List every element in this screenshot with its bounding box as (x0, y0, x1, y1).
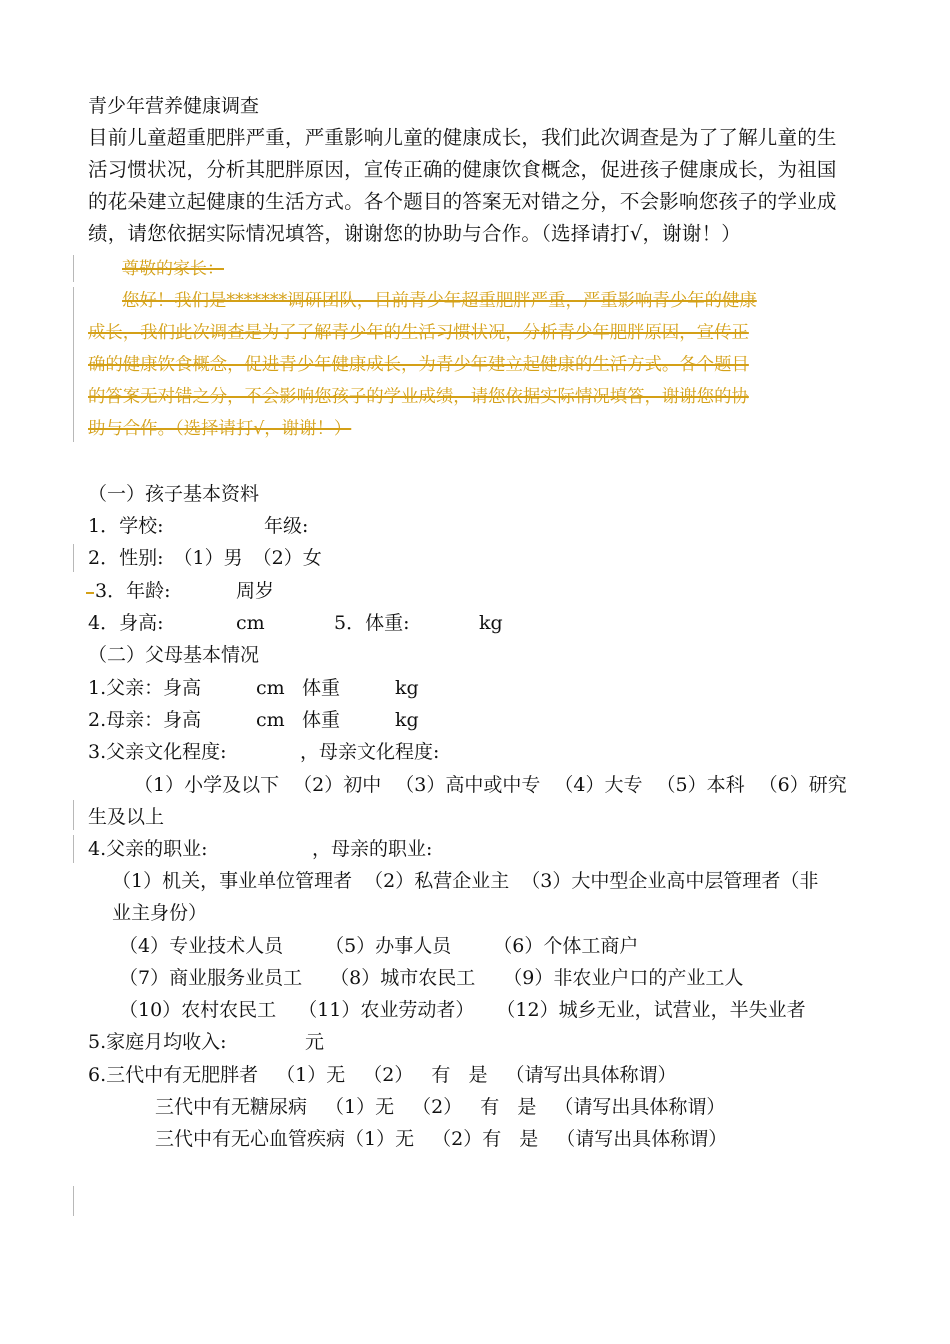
deleted-greeting: 尊敬的家长： (122, 259, 224, 279)
intro-line: 目前儿童超重肥胖严重，严重影响儿童的健康成长，我们此次调查是为了了解儿童的生 (88, 126, 837, 149)
job-options: （7）商业服务业员工 （8）城市农民工 （9）非农业户口的产业工人 (119, 967, 744, 989)
section-heading-parents: （二）父母基本情况 (88, 644, 260, 666)
job-options: （1）机关，事业单位管理者 （2）私营企业主 （3）大中型企业高中层管理者（非 (112, 870, 819, 892)
revision-bar (73, 835, 74, 863)
mother-job-label: ，母亲的职业: (312, 838, 433, 860)
school-label: 1．学校: (88, 515, 164, 537)
mother-height-unit: cm (256, 709, 285, 731)
job-options: 业主身份） (112, 902, 208, 924)
revision-bar (73, 287, 74, 442)
father-height-unit: cm (256, 677, 285, 699)
deleted-line: 确的健康饮食概念，促进青少年健康成长，为青少年建立起健康的生活方式。各个题目 (88, 355, 749, 375)
deleted-line: 助与合作。（选择请打√，谢谢！） (88, 419, 352, 439)
document-title: 青少年营养健康调查 (88, 95, 260, 117)
revision-bar (73, 255, 74, 282)
height-unit: cm (236, 612, 265, 634)
job-options: （4）专业技术人员 （5）办事人员 （6）个体工商户 (119, 935, 639, 957)
income-label: 5.家庭月均收入: (88, 1031, 227, 1053)
revision-bar (73, 800, 74, 830)
deleted-line: 您好！我们是*******调研团队，目前青少年超重肥胖严重，严重影响青少年的健康 (122, 291, 757, 311)
diabetes-history-question: 三代中有无糖尿病 （1）无 （2） 有 是 （请写出具体称谓） (155, 1096, 726, 1118)
weight-label: 5．体重: (334, 612, 410, 634)
income-unit: 元 (305, 1031, 325, 1053)
age-label: 3．年龄: (95, 580, 171, 602)
father-height-label: 1.父亲：身高 (88, 677, 202, 699)
mother-height-label: 2.母亲：身高 (88, 709, 202, 731)
grade-label: 年级: (264, 515, 309, 537)
gender-question: 2．性别: （1）男 （2）女 (88, 547, 322, 569)
section-heading-child: （一）孩子基本资料 (88, 483, 260, 505)
father-weight-unit: kg (395, 677, 419, 699)
deletion-marker (86, 592, 94, 594)
father-job-label: 4.父亲的职业: (88, 838, 208, 860)
mother-education-label: ，母亲文化程度: (300, 741, 440, 763)
height-label: 4．身高: (88, 612, 164, 634)
father-weight-label: 体重 (302, 677, 341, 699)
intro-line: 活习惯状况，分析其肥胖原因，宣传正确的健康饮食概念，促进孩子健康成长，为祖国 (88, 158, 837, 181)
age-unit: 周岁 (236, 580, 275, 602)
cardio-history-question: 三代中有无心血管疾病（1）无 （2）有 是 （请写出具体称谓） (155, 1128, 728, 1150)
job-options: （10）农村农民工 （11）农业劳动者） （12）城乡无业，试营业，半失业者 (119, 999, 806, 1021)
deleted-line: 成长，我们此次调查是为了了解青少年的生活习惯状况，分析青少年肥胖原因，宣传正 (88, 323, 749, 343)
deleted-line: 的答案无对错之分，不会影响您孩子的学业成绩，请您依据实际情况填答，谢谢您的协 (88, 387, 749, 407)
intro-line: 的花朵建立起健康的生活方式。各个题目的答案无对错之分，不会影响您孩子的学业成 (88, 190, 837, 213)
weight-unit: kg (479, 612, 503, 634)
education-options: （1）小学及以下 （2）初中 （3）高中或中专 （4）大专 （5）本科 （6）研究 (134, 774, 847, 796)
revision-bar (73, 1186, 74, 1216)
mother-weight-label: 体重 (302, 709, 341, 731)
revision-bar (73, 544, 74, 572)
education-options-cont: 生及以上 (88, 806, 165, 828)
father-education-label: 3.父亲文化程度: (88, 741, 227, 763)
mother-weight-unit: kg (395, 709, 419, 731)
intro-line: 绩，请您依据实际情况填答，谢谢您的协助与合作。（选择请打√，谢谢！） (88, 222, 741, 245)
obesity-history-question: 6.三代中有无肥胖者 （1）无 （2） 有 是 （请写出具体称谓） (88, 1064, 677, 1086)
